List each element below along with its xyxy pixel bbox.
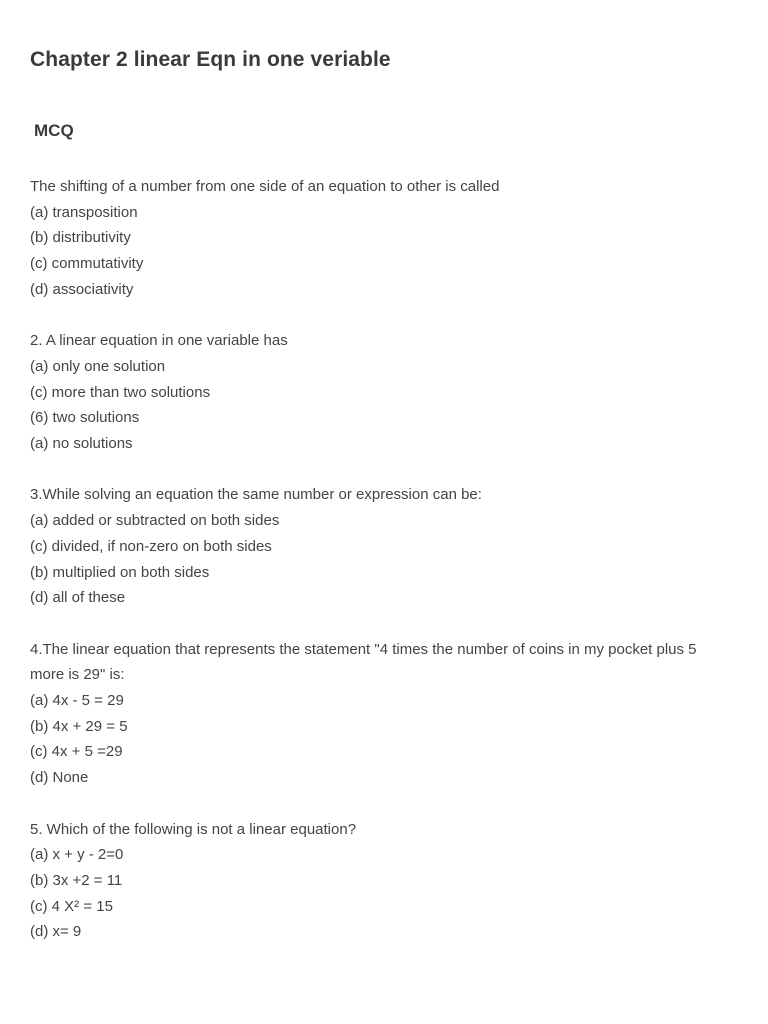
answer-option: (c) more than two solutions bbox=[30, 383, 211, 401]
answer-option: (b) 3x +2 = 11 bbox=[30, 871, 123, 889]
answer-option: (d) all of these bbox=[30, 589, 126, 607]
question-5 bbox=[30, 817, 730, 946]
answer-option: (c) 4 X² = 15 bbox=[30, 897, 113, 915]
question-2 bbox=[30, 328, 730, 457]
question-3 bbox=[30, 482, 730, 611]
question-list bbox=[30, 174, 730, 971]
answer-option: (c) divided, if non-zero on both sides bbox=[30, 537, 272, 555]
answer-option: (a) only one solution bbox=[30, 357, 166, 375]
question-stem: The shifting of a number from one side of an equation to other is called bbox=[30, 178, 500, 195]
answer-option: (d) None bbox=[30, 769, 89, 787]
answer-option: (a) x + y - 2=0 bbox=[30, 846, 124, 864]
answer-option: (c) commutativity bbox=[30, 255, 144, 273]
question-1 bbox=[30, 174, 730, 303]
answer-option: (6) two solutions bbox=[30, 409, 140, 427]
answer-option: (a) added or subtracted on both sides bbox=[30, 512, 280, 530]
answer-option: (b) distributivity bbox=[30, 229, 131, 247]
question-stem: 4.The linear equation that represents the statement "4 times the number of coins in my pocket plus 5 more is 29" is: bbox=[30, 640, 701, 684]
question-stem: 3.While solving an equation the same number or expression can be: bbox=[30, 486, 482, 504]
section-heading: MCQ bbox=[34, 121, 74, 140]
answer-option: (b) multiplied on both sides bbox=[30, 563, 210, 581]
question-4 bbox=[30, 637, 730, 791]
answer-option: (b) 4x + 29 = 5 bbox=[30, 717, 128, 735]
answer-option: (d) x= 9 bbox=[30, 923, 82, 941]
answer-option: (a) transposition bbox=[30, 203, 138, 221]
answer-option: (a) 4x - 5 = 29 bbox=[30, 692, 124, 710]
question-stem: 2. A linear equation in one variable has bbox=[30, 332, 288, 350]
answer-option: (a) no solutions bbox=[30, 435, 133, 453]
page-title: Chapter 2 linear Eqn in one veriable bbox=[30, 48, 391, 71]
answer-option: (d) associativity bbox=[30, 280, 134, 298]
question-stem: 5. Which of the following is not a linear equation? bbox=[30, 820, 357, 838]
answer-option: (c) 4x + 5 =29 bbox=[30, 743, 123, 761]
